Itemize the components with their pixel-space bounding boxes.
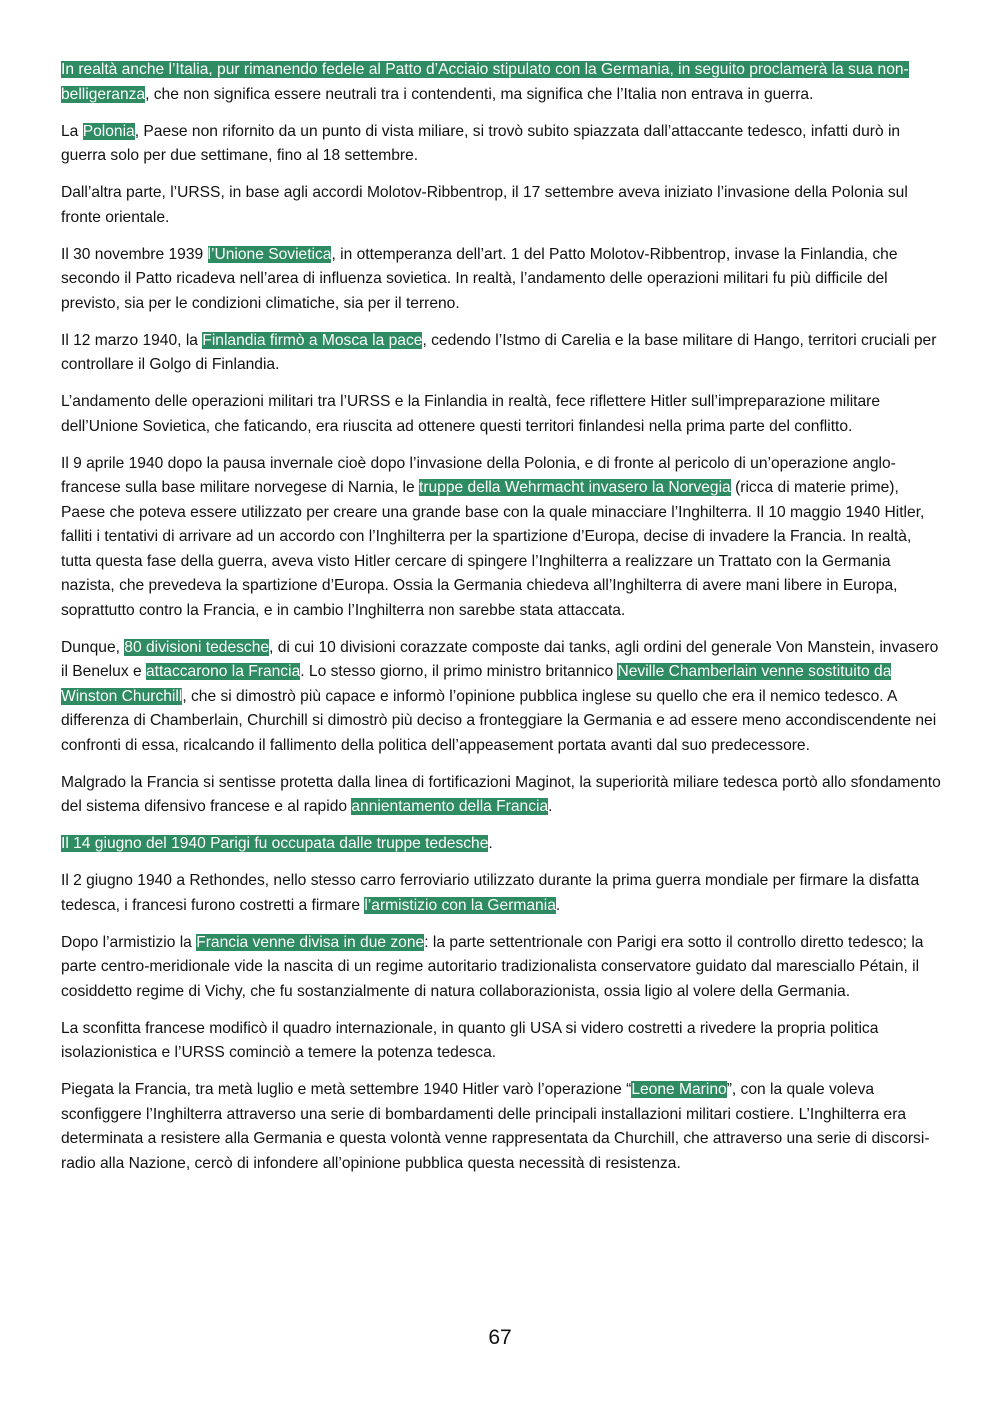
page-number: 67 (488, 1326, 512, 1349)
text-segment: , cedendo l’Istmo di Carelia e la base militare di Hango, territori cruciali per controllare il Golgo di Finlandia. (61, 331, 937, 373)
highlighted-text: Francia venne divisa in due zone (196, 933, 425, 951)
paragraph (61, 452, 942, 624)
text-segment: Il 12 marzo 1940, la (61, 331, 203, 349)
text-segment: Dall’altra parte, l’URSS, in base agli accordi Molotov-Ribbentrop, il 17 settembre aveva iniziato l’invasione della Polonia sul fronte orientale. (61, 184, 908, 226)
text-segment: , Paese non rifornito da un punto di vista miliare, si trovò subito spiazzata dall’attaccante tedesco, infatti durò in guerra solo per due settimane, fino al 18 settembre. (61, 122, 901, 164)
text-segment: Piegata la Francia, tra metà luglio e metà settembre 1940 Hitler varò l’operazione “ (61, 1081, 632, 1098)
text-segment: ”, con la quale voleva sconfiggere l’Inghilterra attraverso una serie di bombardamenti delle principali installazioni militari costiere. L’Inghilterra era determinata a resistere alla Germania e questa volontà venne rappresentata da Churchill, che attraverso una serie di discorsi-radio alla Nazione, cercò di infondere all’opinione pubblica questa necessità di resistenza. (61, 1081, 930, 1172)
paragraph (61, 771, 942, 820)
text-segment: Il 30 novembre 1939 (61, 245, 208, 263)
text-segment: La (61, 122, 83, 140)
text-segment: La sconfitta francese modificò il quadro internazionale, in quanto gli USA si videro costretti a rivedere la propria politica isolazionistica e l’URSS cominciò a temere la potenza tedesca. (61, 1019, 879, 1061)
body-text (61, 58, 942, 1176)
text-segment: . (555, 896, 561, 914)
highlighted-text: In realtà anche l’Italia, pur rimanendo fedele al Patto d’Acciaio stipulato con la Germania, in seguito proclamerà la sua non-belligeranza (61, 61, 909, 103)
paragraph (61, 181, 942, 230)
text-segment: Dopo l’armistizio la (61, 933, 197, 951)
highlighted-text: l’Unione Sovietica (207, 245, 332, 263)
paragraph (61, 120, 942, 169)
text-segment: . (548, 798, 553, 815)
highlighted-text: Leone Marino (631, 1081, 727, 1098)
text-segment: Il 2 giugno 1940 a Rethondes, nello stesso carro ferroviario utilizzato durante la prima guerra mondiale per firmare la disfatta tedesca, i francesi furono costretti a firmare (61, 872, 920, 914)
highlighted-text: truppe della Wehrmacht invasero la Norvegia (418, 479, 731, 496)
highlighted-text: Neville Chamberlain venne sostituito da Winston Churchill (61, 663, 892, 705)
text-segment: L’andamento delle operazioni militari tra l’URSS e la Finlandia in realtà, fece riflettere Hitler sull’impreparazione militare dell’Unione Sovietica, che faticando, era riuscita ad ottenere questi territori finlandesi nella prima parte del conflitto. (61, 393, 881, 435)
highlighted-text: attaccarono la Francia (145, 663, 301, 680)
text-segment: . Lo stesso giorno, il primo ministro britannico (300, 663, 618, 680)
paragraph (61, 931, 942, 1005)
paragraph (61, 58, 942, 107)
text-segment: , che non significa essere neutrali tra i contendenti, ma significa che l’Italia non entrava in guerra. (145, 85, 814, 103)
highlighted-text: Il 14 giugno del 1940 Parigi fu occupata dalle truppe tedesche (61, 835, 489, 852)
text-segment: , in ottemperanza dell’art. 1 del Patto Molotov-Ribbentrop, invase la Finlandia, che secondo il Patto ricadeva nell’area di influenza sovietica. In realtà, l’andamento delle operazioni militari fu più difficile del previsto, sia per le condizioni climatiche, sia per il terreno. (61, 245, 898, 312)
text-segment: Dunque, (61, 638, 125, 656)
paragraph (61, 243, 942, 317)
paragraph (61, 390, 942, 439)
paragraph (61, 832, 942, 857)
text-segment: (ricca di materie prime), Paese che poteva essere utilizzato per creare una grande base con la quale minacciare l’Inghilterra. Il 10 maggio 1940 Hitler, falliti i tentativi di arrivare ad un accordo con l’Inghilterra per la spartizione d’Europa, decise di invadere la Francia. In realtà, tutta questa fase della guerra, aveva visto Hitler cercare di spingere l’Inghilterra a realizzare un Trattato con la Germania nazista, che prevedeva la spartizione d’Europa. Ossia la Germania chiedeva all’Inghilterra di avere mani libere in Europa, soprattutto contro la Francia, e in cambio l’Inghilterra non sarebbe stata attaccata. (61, 479, 925, 619)
text-segment: Il 9 aprile 1940 dopo la pausa invernale cioè dopo l’invasione della Polonia, e di fronte al pericolo di un’operazione anglo-francese sulla base militare norvegese di Narnia, le (61, 454, 896, 496)
highlighted-text: annientamento della Francia (351, 798, 549, 815)
paragraph (61, 1017, 942, 1066)
text-segment: : la parte settentrionale con Parigi era sotto il controllo diretto tedesco; la parte centro-meridionale vide la nascita di un regime autoritario tradizionalista conservatore guidato dal maresciallo Pétain, il cosiddetto regime di Vichy, che fu sostanzialmente di natura collaborazionista, ossia ligio al volere della Germania. (61, 933, 924, 1000)
text-segment: , di cui 10 divisioni corazzate composte dai tanks, agli ordini del generale Von Manstein, invasero il Benelux e (61, 638, 939, 680)
text-segment: , che si dimostrò più capace e informò l’opinione pubblica inglese su quello che era il nemico tedesco. A differenza di Chamberlain, Churchill si dimostrò più deciso a fronteggiare la Germania e ad essere meno accondiscendente nei confronti di essa, ricalcando il fallimento della politica dell’appeasement portata avanti dal suo predecessore. (61, 687, 937, 754)
paragraph (61, 329, 942, 378)
paragraph (61, 869, 942, 918)
highlighted-text: Polonia (82, 122, 135, 140)
text-segment: Malgrado la Francia si sentisse protetta dalla linea di fortificazioni Maginot, la superiorità miliare tedesca portò allo sfondamento del sistema difensivo francese e al rapido (61, 773, 941, 815)
text-segment: . (488, 835, 493, 852)
highlighted-text: l’armistizio con la Germania (364, 896, 556, 914)
highlighted-text: 80 divisioni tedesche (124, 638, 270, 656)
highlighted-text: Finlandia firmò a Mosca la pace (202, 331, 423, 349)
paragraph (61, 636, 942, 759)
paragraph (61, 1078, 942, 1176)
